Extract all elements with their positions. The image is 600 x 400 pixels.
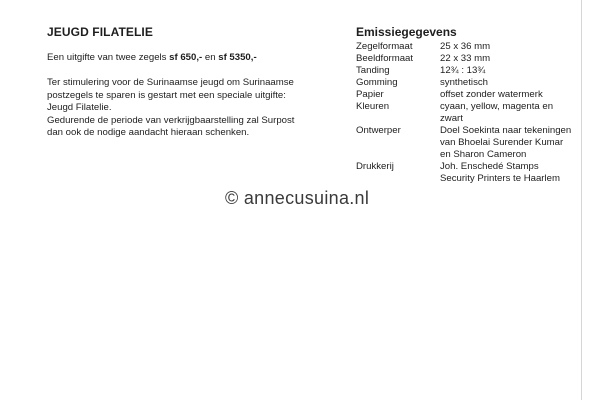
body-line-1: Ter stimulering voor de Surinaamse jeugd om Surinaamse bbox=[47, 77, 294, 89]
spec-value-line: en Sharon Cameron bbox=[440, 149, 527, 160]
spec-row-drukkerij bbox=[356, 161, 592, 185]
spec-value-line: cyaan, yellow, magenta en bbox=[440, 101, 554, 112]
spec-label: Beeldformaat bbox=[356, 53, 414, 64]
copyright-watermark: © annecusuina.nl bbox=[225, 188, 370, 208]
spec-value-line: zwart bbox=[440, 113, 463, 124]
spec-row-papier bbox=[356, 89, 592, 101]
body-line-4: Gedurende de periode van verkrijgbaarstelling zal Surpost bbox=[47, 114, 295, 126]
spec-value-line: Joh. Enschedé Stamps bbox=[440, 161, 539, 172]
spec-value bbox=[440, 41, 592, 53]
spec-row-zegelformaat bbox=[356, 41, 592, 53]
spec-value-line: Doel Soekinta naar tekeningen bbox=[440, 125, 572, 136]
page-edge-line bbox=[581, 0, 582, 400]
spec-value-line: van Bhoelai Surender Kumar bbox=[440, 137, 564, 148]
spec-label: Gomming bbox=[356, 77, 398, 88]
intro-value-2: sf 5350,- bbox=[218, 52, 257, 63]
spec-row-gomming bbox=[356, 77, 592, 89]
spec-value-line: 12¾ : 13¾ bbox=[440, 65, 486, 76]
spec-value bbox=[440, 89, 592, 101]
body-line-3: Jeugd Filatelie. bbox=[47, 102, 112, 114]
spec-value bbox=[440, 125, 592, 161]
spec-row-kleuren bbox=[356, 101, 592, 125]
spec-label: Drukkerij bbox=[356, 161, 394, 172]
spec-label: Papier bbox=[356, 89, 384, 100]
spec-label: Zegelformaat bbox=[356, 41, 413, 52]
spec-row-ontwerper bbox=[356, 125, 592, 161]
spec-row-beeldformaat bbox=[356, 53, 592, 65]
spec-label: Ontwerper bbox=[356, 125, 401, 136]
spec-value-line: Security Printers te Haarlem bbox=[440, 173, 560, 184]
spec-value-line: 22 x 33 mm bbox=[440, 53, 491, 64]
spec-value-line: synthetisch bbox=[440, 77, 488, 88]
spec-value bbox=[440, 65, 592, 77]
intro-line bbox=[47, 52, 337, 64]
spec-label: Kleuren bbox=[356, 101, 390, 112]
body-line-5: dan ook de nodige aandacht hieraan schenken. bbox=[47, 127, 250, 139]
body-line-2: postzegels te sparen is gestart met een speciale uitgifte: bbox=[47, 89, 286, 101]
spec-value bbox=[440, 77, 592, 89]
intro-mid: en bbox=[202, 52, 219, 63]
intro-prefix: Een uitgifte van twee zegels bbox=[47, 52, 170, 63]
right-column bbox=[356, 25, 592, 185]
spec-value bbox=[440, 161, 592, 185]
spec-value-line: 25 x 36 mm bbox=[440, 41, 491, 52]
intro-value-1: sf 650,- bbox=[169, 52, 203, 63]
emission-title: Emissiegegevens bbox=[356, 25, 457, 39]
spec-value-line: offset zonder watermerk bbox=[440, 89, 543, 100]
spec-value bbox=[440, 53, 592, 65]
spec-value bbox=[440, 101, 592, 125]
spec-row-tanding bbox=[356, 65, 592, 77]
left-column bbox=[47, 25, 337, 139]
spec-label: Tanding bbox=[356, 65, 390, 76]
section-title: JEUGD FILATELIE bbox=[47, 25, 153, 39]
